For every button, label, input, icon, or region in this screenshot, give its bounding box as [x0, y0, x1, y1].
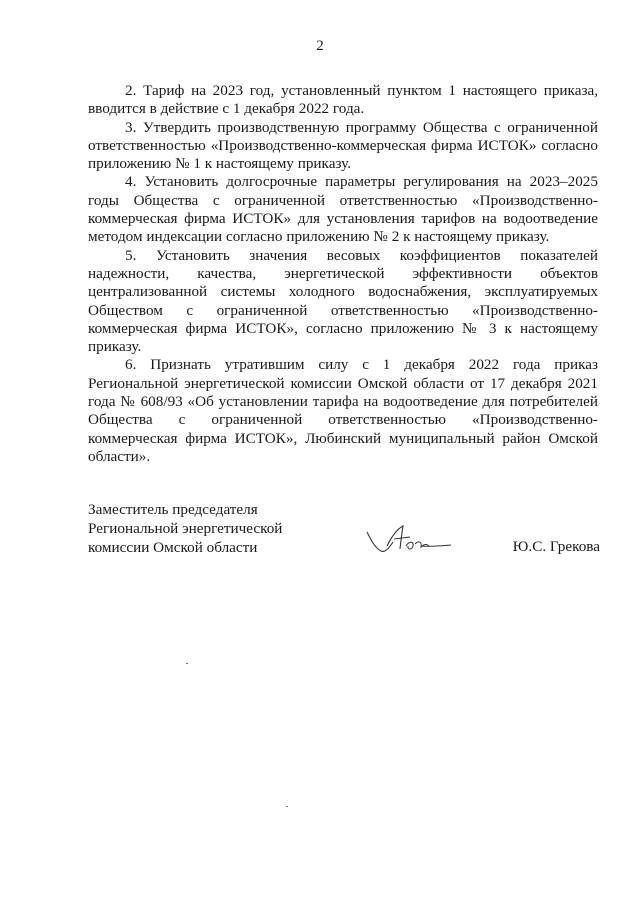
- scan-speck: [286, 806, 288, 807]
- scan-speck: [186, 663, 188, 664]
- signer-title-line: комиссии Омской области: [88, 539, 258, 556]
- signer-title: [88, 500, 282, 557]
- document-body: [88, 82, 598, 466]
- signer-name: Ю.С. Грекова: [512, 538, 600, 555]
- handwritten-signature: [365, 522, 453, 556]
- signature-block: [88, 500, 600, 560]
- paragraph-5: 5. Установить значения весовых коэффициентов показателей надежности, качества, энергетической эффективности объектов централизованной системы холодного водоснабжения, эксплуатируемых Обществом с ограниченной ответственностью «Производственно-коммерческая фирма ИСТОК», согласно приложению № 3 к настоящему приказу.: [88, 246, 598, 356]
- signer-title-line: Региональной энергетической: [88, 520, 283, 537]
- paragraph-3: 3. Утвердить производственную программу Общества с ограниченной ответственностью «Производственно-коммерческая фирма ИСТОК» согласно приложению № 1 к настоящему приказу.: [88, 118, 598, 173]
- paragraph-4: 4. Установить долгосрочные параметры регулирования на 2023–2025 годы Общества с ограниченной ответственностью «Производственно-коммерческая фирма ИСТОК» для установления тарифов на водоотведение методом индексации согласно приложению № 2 к настоящему приказу.: [88, 173, 598, 246]
- page-number: 2: [316, 38, 324, 54]
- signer-title-line: Заместитель председателя: [88, 501, 258, 518]
- paragraph-6: 6. Признать утратившим силу с 1 декабря 2022 года приказ Региональной энергетической комиссии Омской области от 17 декабря 2021 года № 608/93 «Об установлении тарифа на водоотведение для потребителей Общества с ограниченной ответственностью «Производственно-коммерческая фирма ИСТОК», Любинский муниципальный район Омской области».: [88, 356, 598, 465]
- paragraph-2: 2. Тариф на 2023 год, установленный пунктом 1 настоящего приказа, вводится в действие с 1 декабря 2022 года.: [88, 82, 598, 118]
